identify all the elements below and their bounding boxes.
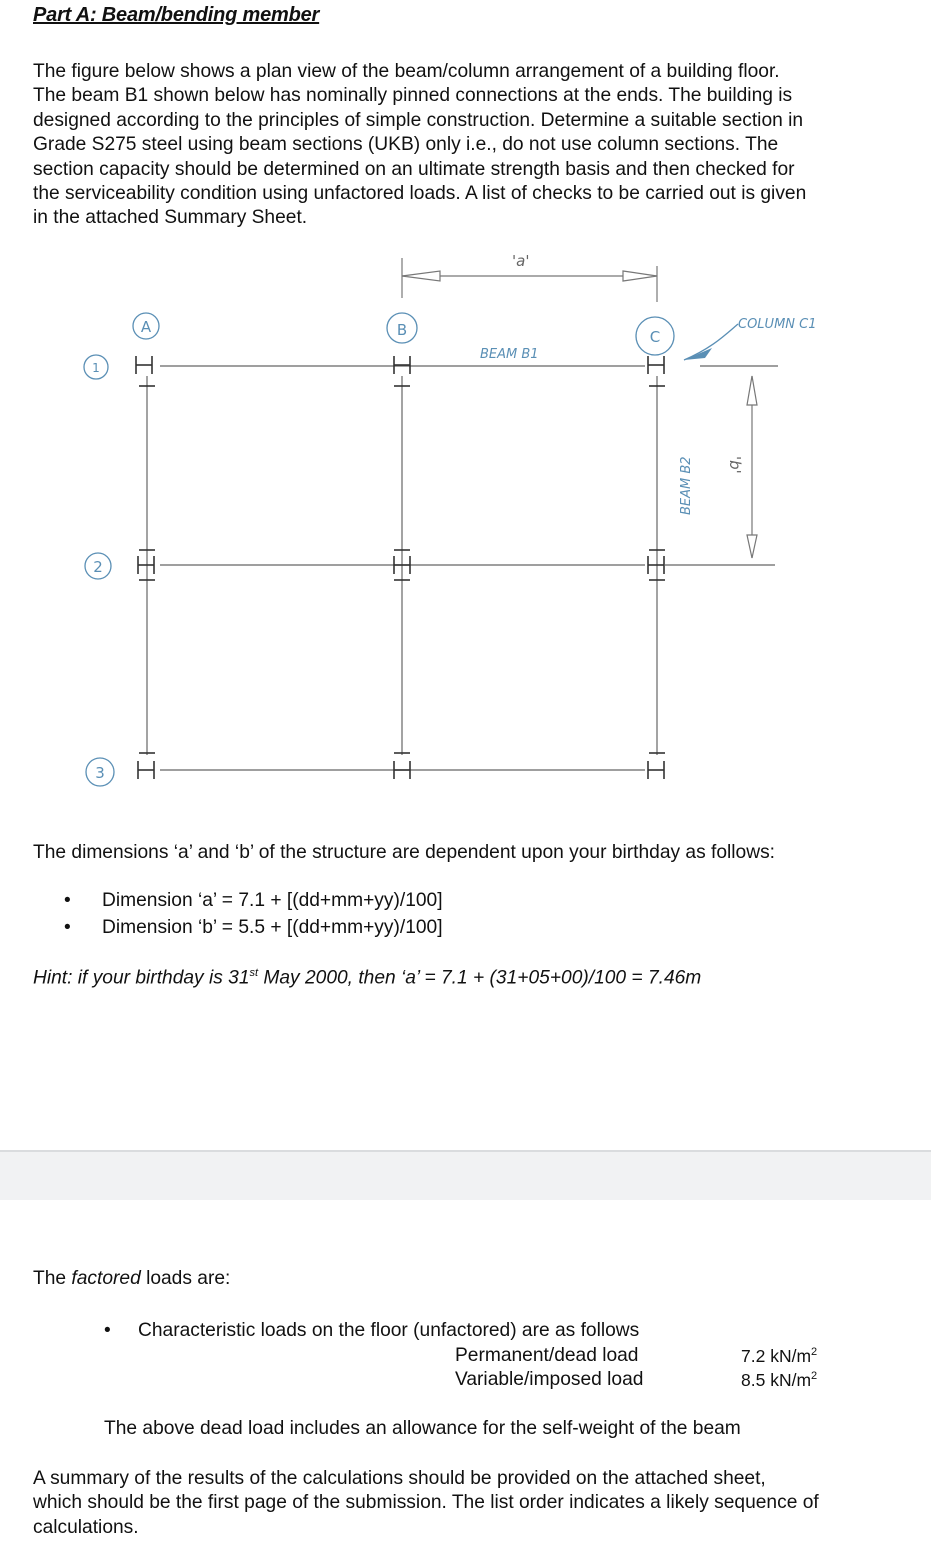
intro-line: The beam B1 shown below has nominally pinned connections at the ends. The building is bbox=[33, 85, 793, 107]
dimension-bullet-a bbox=[64, 890, 443, 912]
column-leader-line bbox=[684, 324, 738, 360]
summary-paragraph bbox=[33, 1467, 819, 1540]
factored-before: The bbox=[33, 1268, 72, 1289]
dimension-a-label: 'a' bbox=[512, 252, 530, 270]
dead-load-note: The above dead load includes an allowance for the self-weight of the beam bbox=[104, 1418, 741, 1439]
load-value-imposed bbox=[741, 1370, 817, 1391]
intro-line: designed according to the principles of simple construction. Determine a suitable section in bbox=[33, 109, 804, 131]
dimension-a-text: Dimension ‘a’ = 7.1 + [(dd+mm+yy)/100] bbox=[102, 890, 443, 911]
page-title: Part A: Beam/bending member bbox=[33, 4, 320, 26]
load-label-imposed: Variable/imposed load bbox=[455, 1369, 644, 1390]
hint-text bbox=[33, 967, 701, 989]
hint-before: Hint: if your birthday is 31 bbox=[33, 967, 250, 989]
intro-line: in the attached Summary Sheet. bbox=[33, 207, 308, 229]
intro-line: the serviceability condition using unfactored loads. A list of checks to be carried out is given bbox=[33, 183, 807, 205]
grid-number-3: 3 bbox=[95, 764, 105, 782]
dimensions-intro: The dimensions ‘a’ and ‘b’ of the structure are dependent upon your birthday as follows: bbox=[33, 842, 775, 863]
grid-number-1: 1 bbox=[92, 361, 100, 375]
factored-loads-heading bbox=[33, 1268, 230, 1290]
column-c1-label: COLUMN C1 bbox=[738, 317, 817, 332]
dimension-b-label: 'b' bbox=[726, 456, 744, 474]
column-symbols bbox=[136, 356, 665, 779]
dimension-b bbox=[747, 376, 757, 558]
column-leader-arrowhead bbox=[684, 348, 712, 360]
intro-paragraph bbox=[33, 60, 806, 231]
factored-after: loads are: bbox=[140, 1268, 231, 1289]
dimension-b-text: Dimension ‘b’ = 5.5 + [(dd+mm+yy)/100] bbox=[102, 917, 443, 938]
intro-line: The figure below shows a plan view of the beam/column arrangement of a building floor. bbox=[33, 61, 780, 82]
grid-letter-b: B bbox=[396, 321, 408, 339]
load-label-dead: Permanent/dead load bbox=[455, 1345, 639, 1366]
characteristic-intro-text: Characteristic loads on the floor (unfactored) are as follows bbox=[138, 1320, 640, 1341]
hint-superscript: st bbox=[249, 967, 259, 979]
column-a2 bbox=[138, 556, 154, 574]
load-value-dead-sup: 2 bbox=[811, 1346, 818, 1359]
column-b3 bbox=[394, 761, 410, 779]
summary-line: which should be the first page of the submission. The list order indicates a likely sequence of bbox=[33, 1492, 819, 1514]
intro-line: Grade S275 steel using beam sections (UKB) only i.e., do not use column sections. The bbox=[33, 134, 779, 156]
bullet-dot-icon: • bbox=[64, 890, 71, 911]
grid-bubbles bbox=[84, 313, 674, 786]
bullet-dot-icon: • bbox=[64, 917, 71, 938]
beam-b2-label: BEAM B2 bbox=[679, 456, 694, 515]
column-a3 bbox=[138, 761, 154, 779]
load-value-dead-number: 7.2 kN/m bbox=[741, 1346, 812, 1366]
column-c1 bbox=[648, 356, 664, 374]
beam-b1-label: BEAM B1 bbox=[480, 347, 539, 362]
column-a1 bbox=[136, 356, 152, 374]
load-value-imposed-sup: 2 bbox=[811, 1370, 818, 1383]
summary-line: A summary of the results of the calculations should be provided on the attached sheet, bbox=[33, 1468, 766, 1489]
page-break-band bbox=[0, 1150, 931, 1200]
grid-letter-a: A bbox=[140, 318, 152, 336]
column-c2 bbox=[648, 556, 664, 574]
column-b1 bbox=[394, 356, 410, 374]
characteristic-loads-bullet bbox=[104, 1320, 639, 1342]
dimension-bullet-b bbox=[64, 917, 443, 939]
load-value-dead bbox=[741, 1346, 817, 1367]
grid-lines bbox=[147, 366, 778, 770]
load-value-imposed-number: 8.5 kN/m bbox=[741, 1370, 812, 1390]
grid-letter-c: C bbox=[649, 328, 661, 346]
hint-after: May 2000, then ‘a’ = 7.1 + (31+05+00)/100 = 7.46m bbox=[258, 967, 702, 989]
intro-line: section capacity should be determined on an ultimate strength basis and then checked for bbox=[33, 158, 795, 180]
summary-line: calculations. bbox=[33, 1516, 139, 1538]
grid-number-2: 2 bbox=[93, 558, 103, 576]
plan-view-figure bbox=[0, 240, 931, 800]
column-c3 bbox=[648, 761, 664, 779]
factored-emphasis: factored bbox=[71, 1268, 141, 1289]
dimension-a bbox=[402, 258, 657, 302]
bullet-dot-icon: • bbox=[104, 1320, 111, 1341]
